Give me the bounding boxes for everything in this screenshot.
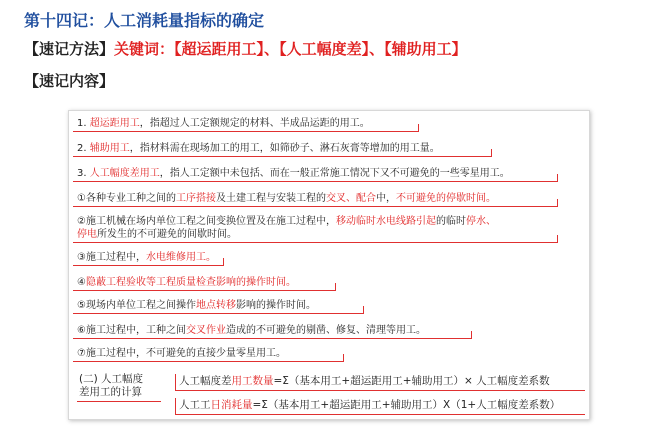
list-item: ②施工机械在场内单位工程之间变换位置及在施工过程中，移动临时水电线路引起的临时停水、 停电所发生的不可避免的间歇时间。 [77, 215, 577, 241]
list-item: 2. 辅助用工，指材料需在现场加工的用工，如筛砂子、淋石灰膏等增加的用工量。 [77, 142, 577, 155]
list-item: ⑦施工过程中，不可避免的直接少量零星用工。 [77, 347, 577, 360]
formula-1: 人工幅度差用工数量=Σ（基本用工+超运距用工+辅助用工）× 人工幅度差系数 [179, 375, 550, 388]
keyword-sep-1: 、 [264, 40, 280, 58]
page-title: 第十四记：人工消耗量指标的确定 [24, 11, 265, 30]
list-item: 1. 超运距用工，指超过人工定额规定的材料、半成品运距的用工。 [77, 117, 577, 130]
keyword-label: 关键词： [114, 40, 175, 58]
method-line [24, 38, 467, 59]
list-item: ④隐蔽工程验收等工程质量检查影响的操作时间。 [77, 276, 577, 289]
list-item: ①各种专业工种之间的工序搭接及土建工程与安装工程的交叉、配合中，不可避免的停歇时间。 [77, 192, 577, 205]
list-item: ③施工过程中，水电维修用工。 [77, 251, 577, 264]
list-item: 3. 人工幅度差用工，指人工定额中未包括、而在一般正常施工情况下又不可避免的一些零星用工。 [77, 167, 577, 180]
keyword-2: 【人工幅度差】 [279, 40, 370, 58]
calc-label: (二) 人工幅度 差用工的计算 [79, 373, 161, 399]
method-prefix: 【速记方法】 [24, 40, 115, 58]
list-item: ⑤现场内单位工程之间操作地点转移影响的操作时间。 [77, 299, 577, 312]
keyword-3: 【辅助用工】 [384, 40, 467, 58]
notes-card [68, 110, 590, 420]
formula-2: 人工工日消耗量=Σ（基本用工+超运距用工+辅助用工）X（1+人工幅度差系数） [179, 399, 560, 412]
keyword-1: 【超运距用工】 [174, 40, 265, 58]
content-heading: 【速记内容】 [24, 72, 115, 90]
keyword-sep-2: 、 [369, 40, 385, 58]
list-item: ⑥施工过程中，工种之间交叉作业造成的不可避免的剔凿、修复、清理等用工。 [77, 324, 577, 337]
